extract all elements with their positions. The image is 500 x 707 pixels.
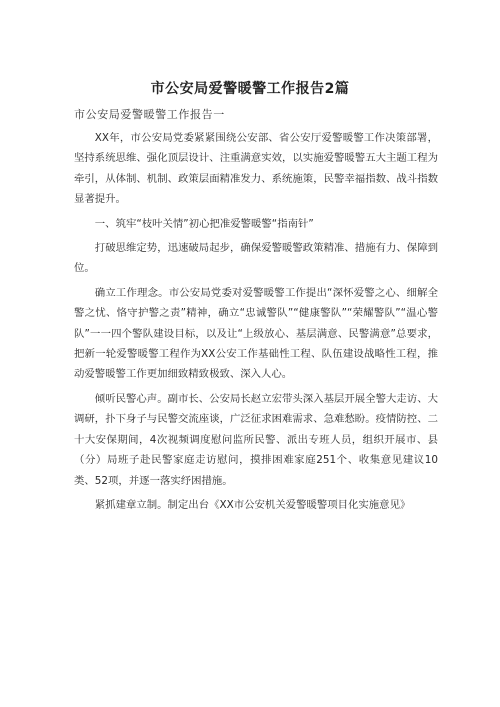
paragraph: 打破思维定势，迅速破局起步，确保爱警暖警政策精准、措施有力、保障到位。 [74,242,438,275]
paragraph: 确立工作理念。市公安局党委对爱警暖警工作提出“深怀爱警之心、细解全警之忧、恪守护警之责”精神，确立“忠诚警队”“健康警队”“荣耀警队”“温心警队”一一四个警队建设目标，以及让“上级放心、基层满意、民警满意”总要求，把新一轮爱警暖警工程作为XX公安工作基础性工程、队伍建设战略性工程，推动爱警暖警工作更加细致精致极致、深入人心。 [74,286,438,381]
paragraph: 倾听民警心声。副市长、公安局长赵立宏带头深入基层开展全警大走访、大调研，扑下身子与民警交流座谈，广泛征求困难需求、急难愁盼。疫情防控、二十大安保期间，4次视频调度慰问监所民警、派出专班人员，组织开展市、县（分）局班子赴民警家庭走访慰问，摸排困难家庭251个、收集意见建议10类、52项，并逐一落实纾困措施。 [74,392,438,487]
document-body [74,128,438,519]
section-heading: 一、筑牢“枝叶关情”初心把准爱警暖警“指南针” [94,217,314,230]
paragraph: XX年，市公安局党委紧紧围绕公安部、省公安厅爱警暖警工作决策部署，坚持系统思维、强化顶层设计、注重满意实效，以实施爱警暖警五大主题工程为牵引，从体制、机制、政策层面精准发力、系统施策，民警幸福指数、战斗指数显著提升。 [74,132,438,206]
document-subtitle: 市公安局爱警暖警工作报告一 [74,108,225,121]
paragraph: 紧抓建章立制。制定出台《XX市公安机关爱警暖警项目化实施意见》 [94,498,411,511]
document-title: 市公安局爱警暖警工作报告2篇 [150,81,350,97]
